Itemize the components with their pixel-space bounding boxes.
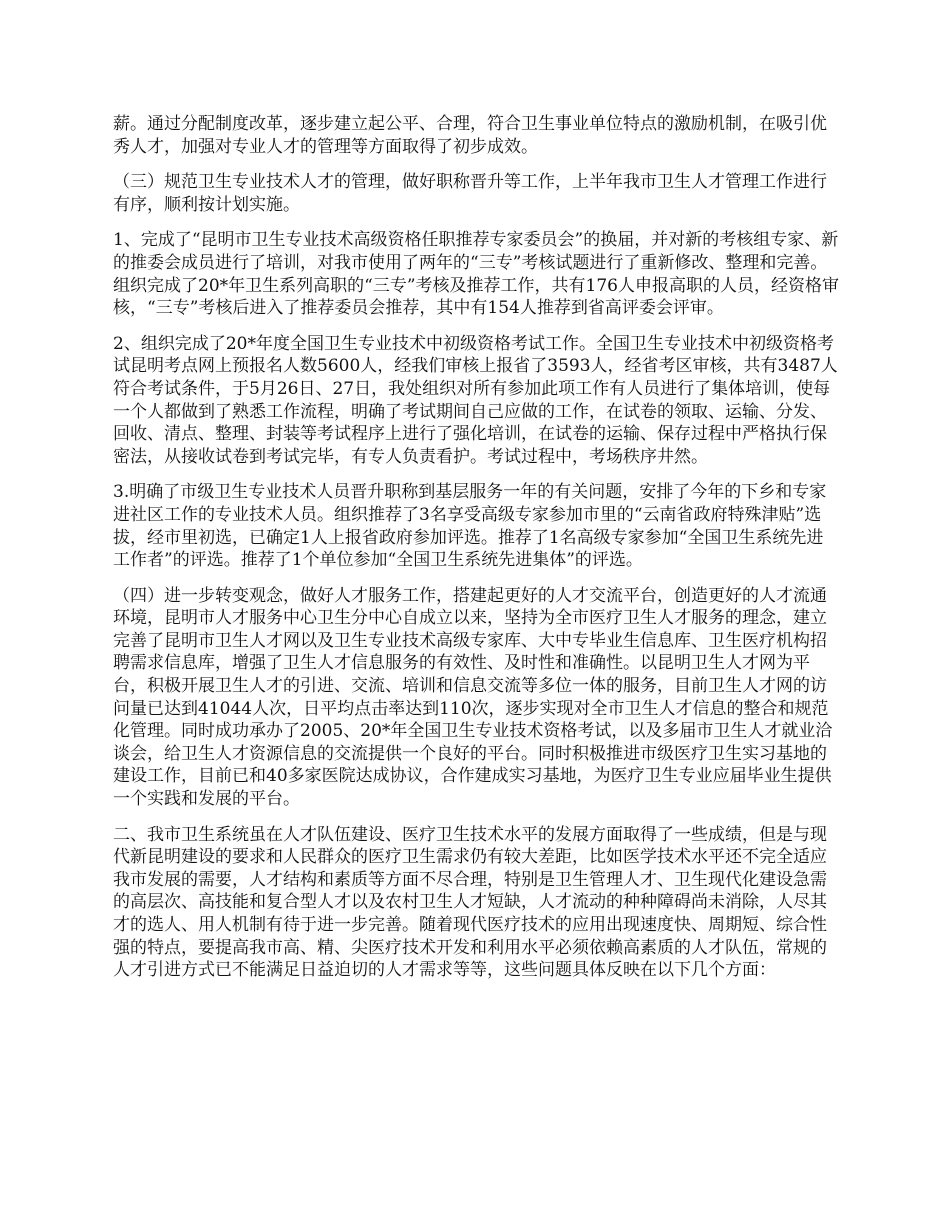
document-body (113, 113, 840, 995)
paragraph-item-1: 1、完成了“昆明市卫生专业技术高级资格任职推荐专家委员会”的换届，并对新的考核组专家、新的推委会成员进行了培训，对我市使用了两年的“三专”考核试题进行了重新修改、整理和完善。组织完成了20*年卫生系列高职的“三专”考核及推荐工作，共有176人申报高职的人员，经资格审核，“三专”考核后进入了推荐委员会推荐，其中有154人推荐到省高评委会评审。 (113, 230, 839, 319)
paragraph-item-3: 3.明确了市级卫生专业技术人员晋升职称到基层服务一年的有关问题，安排了今年的下乡和专家进社区工作的专业技术人员。组织推荐了3名享受高级专家参加市里的“云南省政府特殊津贴”选拔，经市里初选，已确定1人上报省政府参加评选。推荐了1名高级专家参加“全国卫生系统先进工作者”的评选。推荐了1个单位参加“全国卫生系统先进集体”的评选。 (113, 482, 827, 571)
paragraph-item-2: 2、组织完成了20*年度全国卫生专业技术中初级资格考试工作。全国卫生专业技术中初级资格考试昆明考点网上预报名人数5600人，经我们审核上报省了3593人，经省考区审核，共有3487人符合考试条件，于5月26日、27日，我处组织对所有参加此项工作有人员进行了集体培训，使每一个人都做到了熟悉工作流程，明确了考试期间自己应做的工作，在试卷的领取、运输、分发、回收、清点、整理、封装等考试程序上进行了强化培训，在试卷的运输、保存过程中严格执行保密法，从接收试卷到考试完毕，有专人负责看护。考试过程中，考场秩序井然。 (113, 333, 838, 467)
paragraph-section-3-heading: （三）规范卫生专业技术人才的管理，做好职称晋升等工作，上半年我市卫生人才管理工作进行有序，顺利按计划实施。 (113, 172, 827, 215)
paragraph-incentive-summary: 薪。通过分配制度改革，逐步建立起公平、合理，符合卫生事业单位特点的激励机制，在吸引优秀人才，加强对专业人才的管理等方面取得了初步成效。 (113, 114, 827, 157)
paragraph-section-4: （四）进一步转变观念，做好人才服务工作，搭建起更好的人才交流平台，创造更好的人才流通环境，昆明市人才服务中心卫生分中心自成立以来，坚持为全市医疗卫生人才服务的理念，建立完善了昆明市卫生人才网以及卫生专业技术高级专家库、大中专毕业生信息库、卫生医疗机构招聘需求信息库，增强了卫生人才信息服务的有效性、及时性和准确性。以昆明卫生人才网为平台，积极开展卫生人才的引进、交流、培训和信息交流等多位一体的服务，目前卫生人才网的访问量已达到41044人次，日平均点击率达到110次，逐步实现对全市卫生人才信息的整合和规范化管理。同时成功承办了2005、20*年全国卫生专业技术资格考试，以及多届市卫生人才就业洽谈会，给卫生人才资源信息的交流提供一个良好的平台。同时积极推进市级医疗卫生实习基地的建设工作，目前已和40多家医院达成协议，合作建成实习基地，为医疗卫生专业应届毕业生提供一个实践和发展的平台。 (113, 585, 833, 810)
paragraph-part-2: 二、我市卫生系统虽在人才队伍建设、医疗卫生技术水平的发展方面取得了一些成绩，但是与现代新昆明建设的要求和人民群众的医疗卫生需求仍有较大差距，比如医学技术水平还不完全适应我市发展的需要，人才结构和素质等方面不尽合理，特别是卫生管理人才、卫生现代化建设急需的高层次、高技能和复合型人才以及农村卫生人才短缺，人才流动的种种障碍尚未消除，人尽其才的选人、用人机制有待于进一步完善。随着现代医疗技术的应用出现速度快、周期短、综合性强的特点，要提高我市高、精、尖医疗技术开发和利用水平必须依赖高素质的人才队伍，常规的人才引进方式已不能满足日益迫切的人才需求等等，这些问题具体反映在以下几个方面： (113, 824, 827, 981)
